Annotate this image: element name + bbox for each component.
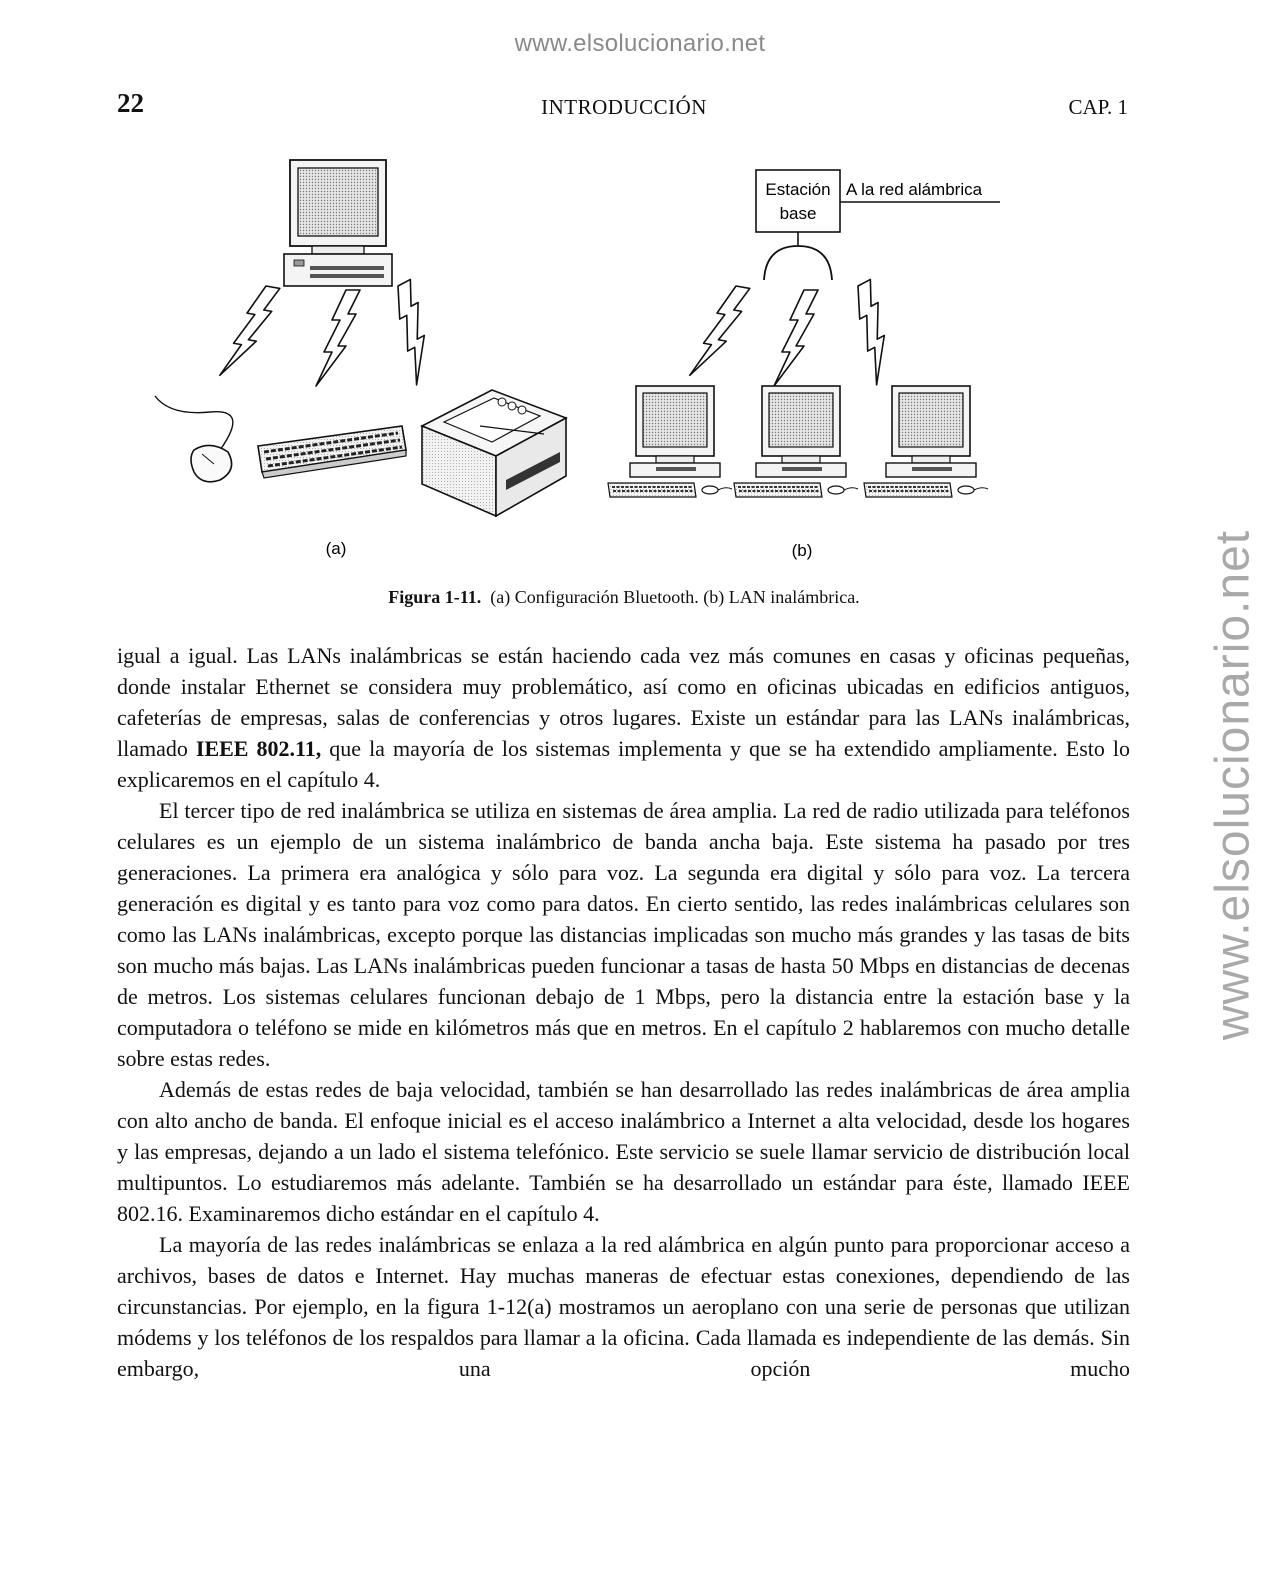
figure-caption-text: (a) Configuración Bluetooth. (b) LAN inalámbrica.	[490, 587, 860, 607]
antenna-icon	[764, 246, 832, 280]
chapter-label: CAP. 1	[1068, 95, 1128, 119]
paragraph-1-text-b: que la mayoría de los sistemas implementa y que se ha extendido ampliamente. Esto lo explicaremos en el capítulo 4.	[117, 736, 1130, 792]
lightning-icon	[220, 281, 280, 383]
mouse-icon	[155, 396, 233, 482]
figure-diagram	[140, 150, 1020, 570]
body-text	[117, 640, 1130, 1384]
running-title: INTRODUCCIÓN	[541, 95, 707, 119]
base-station-label-line2: base	[779, 204, 817, 223]
wireless-computer-icon	[864, 386, 988, 497]
ieee-802-11-term: IEEE 802.11,	[195, 736, 322, 761]
wired-network-label: A la red alámbrica	[846, 180, 983, 199]
paragraph-4: La mayoría de las redes inalámbricas se enlaza a la red alámbrica en algún punto para proporcionar acceso a archivos, bases de datos e Internet. Hay muchas maneras de efectuar estas conexiones, dependiendo de las circunstancias. Por ejemplo, en la figura 1-12(a) mostramos un aeroplano con una serie de personas que utilizan módems y los teléfonos de los respaldos para llamar a la oficina. Cada llamada es independiente de las demás. Sin embargo, una opción mucho	[117, 1232, 1130, 1381]
printer-icon	[422, 390, 566, 570]
figure-label-a: (a)	[325, 539, 347, 558]
wireless-lan	[608, 170, 1000, 560]
watermark-url-side: www.elsolucionario.net	[1206, 529, 1260, 1041]
lightning-icon	[774, 290, 818, 386]
paragraph-3: Además de estas redes de baja velocidad, también se han desarrollado las redes inalámbricas de área amplia con alto ancho de banda. El enfoque inicial es el acceso inalámbrico a Internet a alta velocidad, desde los hogares y las empresas, dejando a un lado el sistema telefónico. Este servicio se suele llamar servicio de distribución local multipuntos. Lo estudiaremos más adelante. También se ha desarrollado un estándar para éste, llamado IEEE 802.16. Examinaremos dicho estándar en el capítulo 4.	[117, 1077, 1130, 1226]
master-computer-icon	[284, 160, 392, 286]
lightning-icon	[690, 281, 750, 383]
watermark-url-top: www.elsolucionario.net	[514, 30, 766, 57]
bluetooth-configuration	[155, 160, 566, 570]
keyboard-icon	[258, 426, 406, 478]
figure-label-b: (b)	[791, 541, 813, 560]
lightning-icon	[832, 279, 916, 384]
paragraph-2: El tercer tipo de red inalámbrica se utiliza en sistemas de área amplia. La red de radio utilizada para teléfonos celulares es un ejemplo de un sistema inalámbrico de banda ancha baja. Este sistema ha pasado por tres generaciones. La primera era analógica y sólo para voz. La segunda era digital y sólo para voz. La tercera generación es digital y es tanto para voz como para datos. En cierto sentido, las redes inalámbricas celulares son como las LANs inalámbricas, excepto porque las distancias implicadas son mucho más grandes y las tasas de bits son mucho más bajas. Las LANs inalámbricas pueden funcionar a tasas de hasta 50 Mbps en distancias de decenas de metros. Los sistemas celulares funcionan debajo de 1 Mbps, pero la distancia entre la estación base y la computadora o teléfono se mide en kilómetros más que en metros. En el capítulo 2 hablaremos con mucho detalle sobre estas redes.	[117, 798, 1130, 1071]
wireless-computer-icon	[734, 386, 858, 497]
lightning-icon	[372, 279, 456, 384]
page-number: 22	[117, 88, 144, 118]
figure-1-11	[140, 150, 1020, 570]
figure-caption-number: Figura 1-11.	[388, 587, 482, 607]
paragraph-1	[117, 640, 1130, 795]
base-station-label-line1: Estación	[765, 180, 831, 199]
wireless-computer-icon	[608, 386, 732, 497]
paragraph-1-text-a: igual a igual. Las LANs inalámbricas se están haciendo cada vez más comunes en casas y oficinas pequeñas, donde instalar Ethernet se considera muy problemático, así como en oficinas ubicadas en edificios antiguos, cafeterías de empresas, salas de conferencias y otros lugares. Existe un estándar para las LANs inalámbricas, llamado	[117, 643, 1130, 761]
figure-caption	[0, 587, 1248, 608]
lightning-icon	[316, 290, 360, 386]
